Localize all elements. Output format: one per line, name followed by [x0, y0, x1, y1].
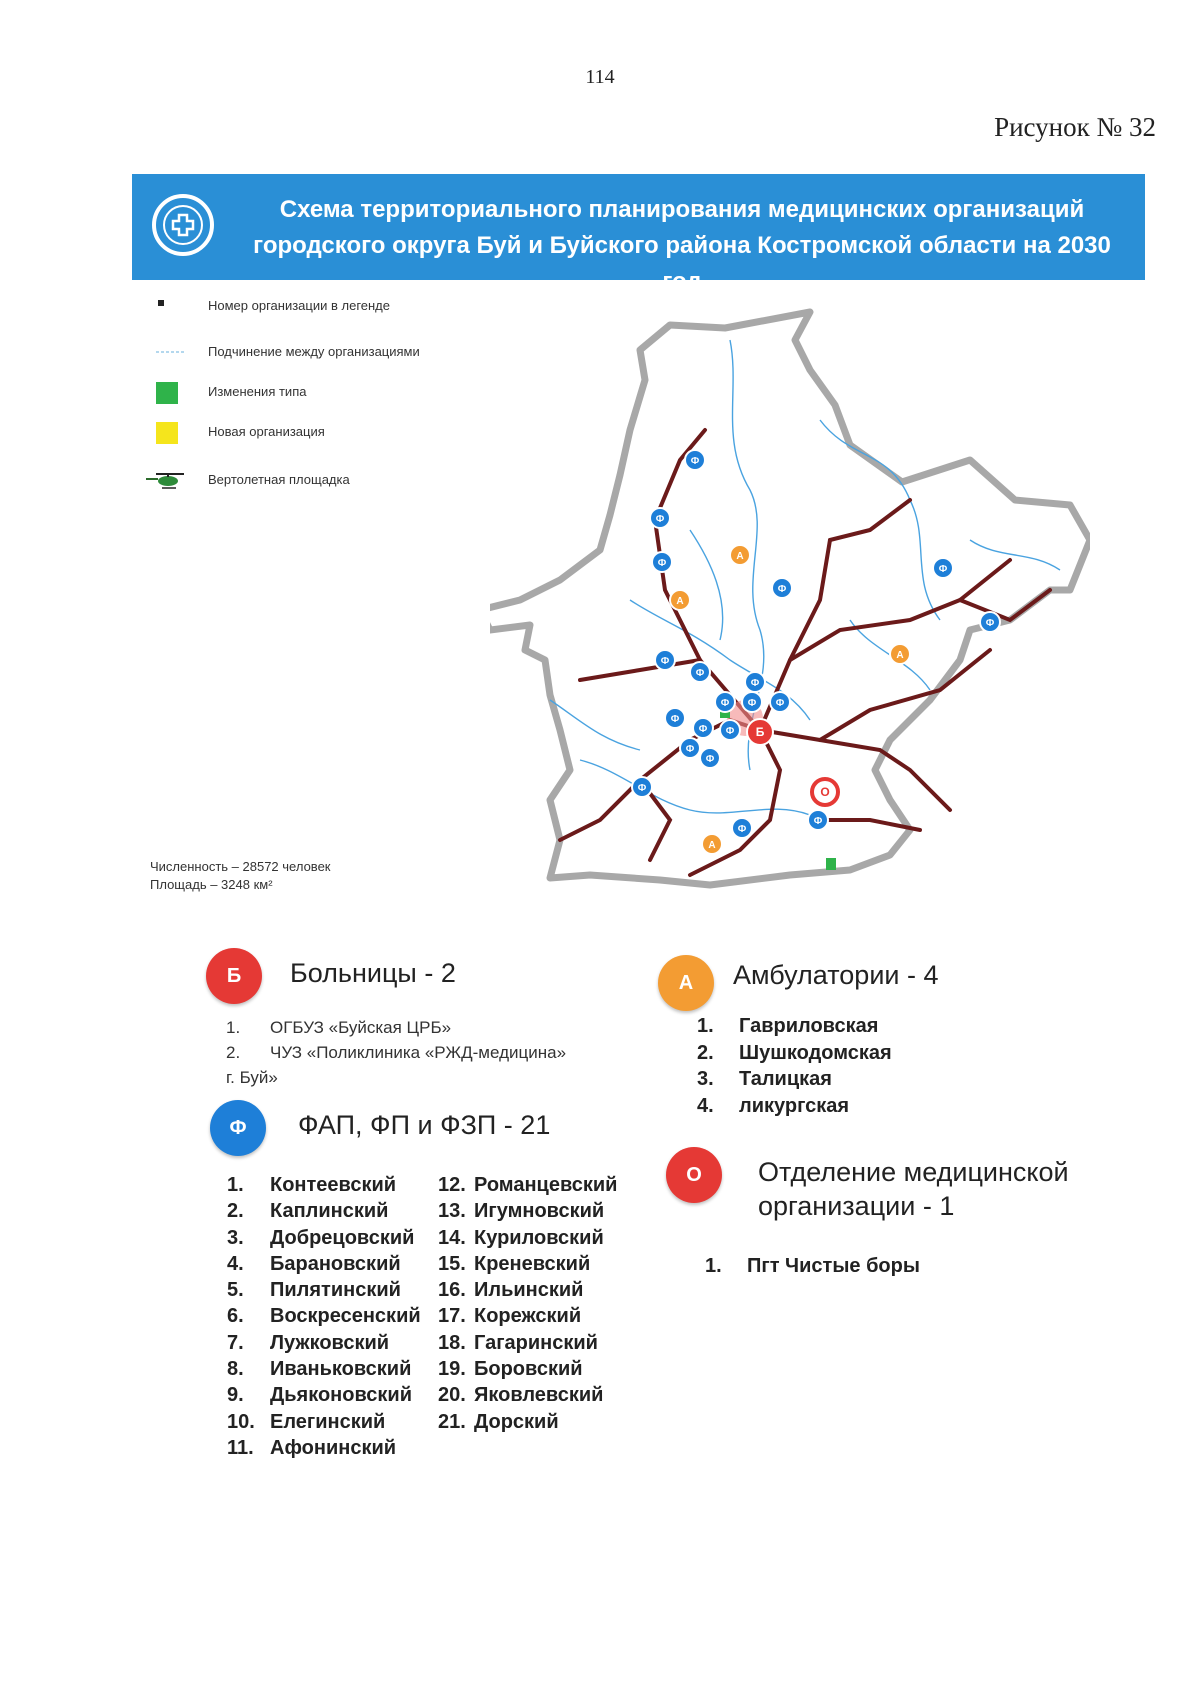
list-item: 18. Гагаринский: [438, 1331, 598, 1354]
list-item-continuation: г. Буй»: [226, 1068, 278, 1087]
list-item: 13. Игумновский: [438, 1200, 605, 1223]
fap-marker: [655, 650, 675, 670]
helicopter-icon: [144, 470, 192, 492]
list-item: 11. Афонинский: [227, 1436, 397, 1459]
legend-label: Новая организация: [208, 424, 325, 439]
faps-list-column-2: [438, 1172, 617, 1435]
legend-label: Вертолетная площадка: [208, 472, 350, 487]
type-change-marker: [826, 858, 836, 870]
list-item: 6. Воскресенский: [227, 1305, 421, 1328]
fap-marker: [685, 450, 705, 470]
list-item: 14. Куриловский: [438, 1226, 604, 1249]
hospital-badge-icon: Б: [206, 948, 262, 1004]
svg-text:Ф: Ф: [985, 618, 995, 629]
org-number-marker-icon: [152, 296, 192, 316]
district-border: [490, 312, 1090, 885]
yellow-square-icon: [152, 422, 192, 446]
svg-text:А: А: [896, 650, 904, 661]
area-text: Площадь – 3248 км²: [150, 877, 273, 892]
branch-title: Отделение медицинской организации - 1: [758, 1157, 1069, 1221]
ambulatory-marker: [702, 834, 722, 854]
list-item: 1. Пгт Чистые боры: [705, 1255, 920, 1277]
green-square-icon: [152, 382, 192, 406]
fap-marker: [720, 720, 740, 740]
list-item: 4. ликургская: [697, 1094, 850, 1117]
list-item: 1. Контеевский: [227, 1174, 397, 1196]
list-item: 3. Добрецовский: [227, 1226, 415, 1249]
ambulatory-marker: [730, 545, 750, 565]
list-item: 12. Романцевский: [438, 1174, 618, 1196]
svg-text:А: А: [676, 596, 684, 607]
svg-text:Ф: Ф: [777, 584, 787, 595]
fap-marker: [808, 810, 828, 830]
list-item: 2. Каплинский: [227, 1200, 389, 1223]
svg-text:Ф: Ф: [698, 724, 708, 735]
fap-marker: [652, 552, 672, 572]
ambulatories-title: Амбулатории - 4: [733, 960, 939, 990]
fap-marker: [770, 692, 790, 712]
svg-text:Ф: Ф: [637, 783, 647, 794]
district-stats: [150, 858, 330, 894]
svg-text:О: О: [820, 785, 830, 799]
list-item: 21. Дорский: [438, 1410, 559, 1433]
list-item: 17. Корежский: [438, 1305, 582, 1328]
list-item: 8. Иваньковский: [227, 1358, 412, 1381]
subordination-dashed-line-icon: [152, 342, 192, 362]
fap-marker: [700, 748, 720, 768]
svg-text:Ф: Ф: [660, 656, 670, 667]
svg-text:Ф: Ф: [685, 744, 695, 755]
ambulatory-marker: [890, 644, 910, 664]
svg-text:Б: Б: [755, 725, 765, 739]
list-item: 9. Дьяконовский: [227, 1384, 412, 1407]
fap-marker: [693, 718, 713, 738]
ambulatory-marker: [670, 590, 690, 610]
ambulatory-badge-icon: А: [658, 955, 714, 1011]
list-item: 5. Пилятинский: [227, 1279, 401, 1302]
svg-text:Ф: Ф: [690, 456, 700, 467]
hospital-marker: [747, 719, 773, 745]
fap-marker: [715, 692, 735, 712]
svg-text:Ф: Ф: [725, 726, 735, 737]
legend-label: Подчинение между организациями: [208, 344, 420, 359]
fap-marker: [680, 738, 700, 758]
faps-title: ФАП, ФП и ФЗП - 21: [298, 1110, 551, 1140]
fap-marker: [980, 612, 1000, 632]
ambulatories-list: [697, 1013, 892, 1119]
svg-text:А: А: [708, 840, 716, 851]
list-item: 20. Яковлевский: [438, 1384, 604, 1407]
list-item: 3. Талицкая: [697, 1068, 832, 1090]
figure-label: Рисунок № 32: [994, 112, 1156, 142]
title-banner: [132, 174, 1145, 295]
branch-list: [705, 1253, 920, 1279]
fap-marker: [732, 818, 752, 838]
svg-text:А: А: [736, 551, 744, 562]
legend-label: Изменения типа: [208, 384, 307, 399]
list-item: 16. Ильинский: [438, 1279, 584, 1302]
fap-marker: [690, 662, 710, 682]
banner-title-line-2: городского округа Буй и Буйского района Костромской области на 2030 год: [253, 232, 1111, 295]
list-item: 15. Креневский: [438, 1252, 591, 1275]
fap-marker: [933, 558, 953, 578]
list-item: 7. Лужковский: [227, 1331, 390, 1354]
svg-text:Ф: Ф: [813, 816, 823, 827]
banner-title-line-1: Схема территориального планирования медицинских организаций: [279, 196, 1085, 223]
fap-marker: [665, 708, 685, 728]
faps-list-column-1: [227, 1172, 421, 1461]
fap-marker: [650, 508, 670, 528]
svg-text:Ф: Ф: [775, 698, 785, 709]
branch-badge-icon: О: [666, 1147, 722, 1203]
svg-text:Ф: Ф: [737, 824, 747, 835]
list-item: 2. ЧУЗ «Поликлиника «РЖД-медицина»: [226, 1043, 567, 1062]
list-item: 19. Боровский: [438, 1358, 583, 1381]
fap-marker: [632, 777, 652, 797]
svg-text:Ф: Ф: [705, 754, 715, 765]
fap-badge-icon: Ф: [210, 1100, 266, 1156]
fap-marker: [772, 578, 792, 598]
fap-marker: [742, 692, 762, 712]
legend-label: Номер организации в легенде: [208, 298, 390, 313]
branch-marker: [812, 779, 838, 805]
fap-marker: [745, 672, 765, 692]
list-item: 1. Гавриловская: [697, 1015, 879, 1037]
banner-title: [232, 192, 1132, 300]
hospitals-list: [226, 1015, 566, 1090]
list-item: 1. ОГБУЗ «Буйская ЦРБ»: [226, 1018, 452, 1037]
list-item: 10. Елегинский: [227, 1410, 386, 1433]
district-map: [490, 300, 1090, 900]
svg-text:Ф: Ф: [750, 678, 760, 689]
svg-text:Ф: Ф: [655, 514, 665, 525]
svg-text:Ф: Ф: [938, 564, 948, 575]
svg-text:Ф: Ф: [670, 714, 680, 725]
list-item: 4. Барановский: [227, 1252, 401, 1275]
svg-text:Ф: Ф: [747, 698, 757, 709]
population-text: Численность – 28572 человек: [150, 859, 331, 874]
svg-text:Ф: Ф: [657, 558, 667, 569]
svg-text:Ф: Ф: [695, 668, 705, 679]
page-number: 114: [585, 66, 615, 88]
hospitals-title: Больницы - 2: [290, 958, 456, 988]
list-item: 2. Шушкодомская: [697, 1041, 892, 1064]
medical-cross-emblem-icon: [152, 194, 214, 256]
svg-text:Ф: Ф: [720, 698, 730, 709]
